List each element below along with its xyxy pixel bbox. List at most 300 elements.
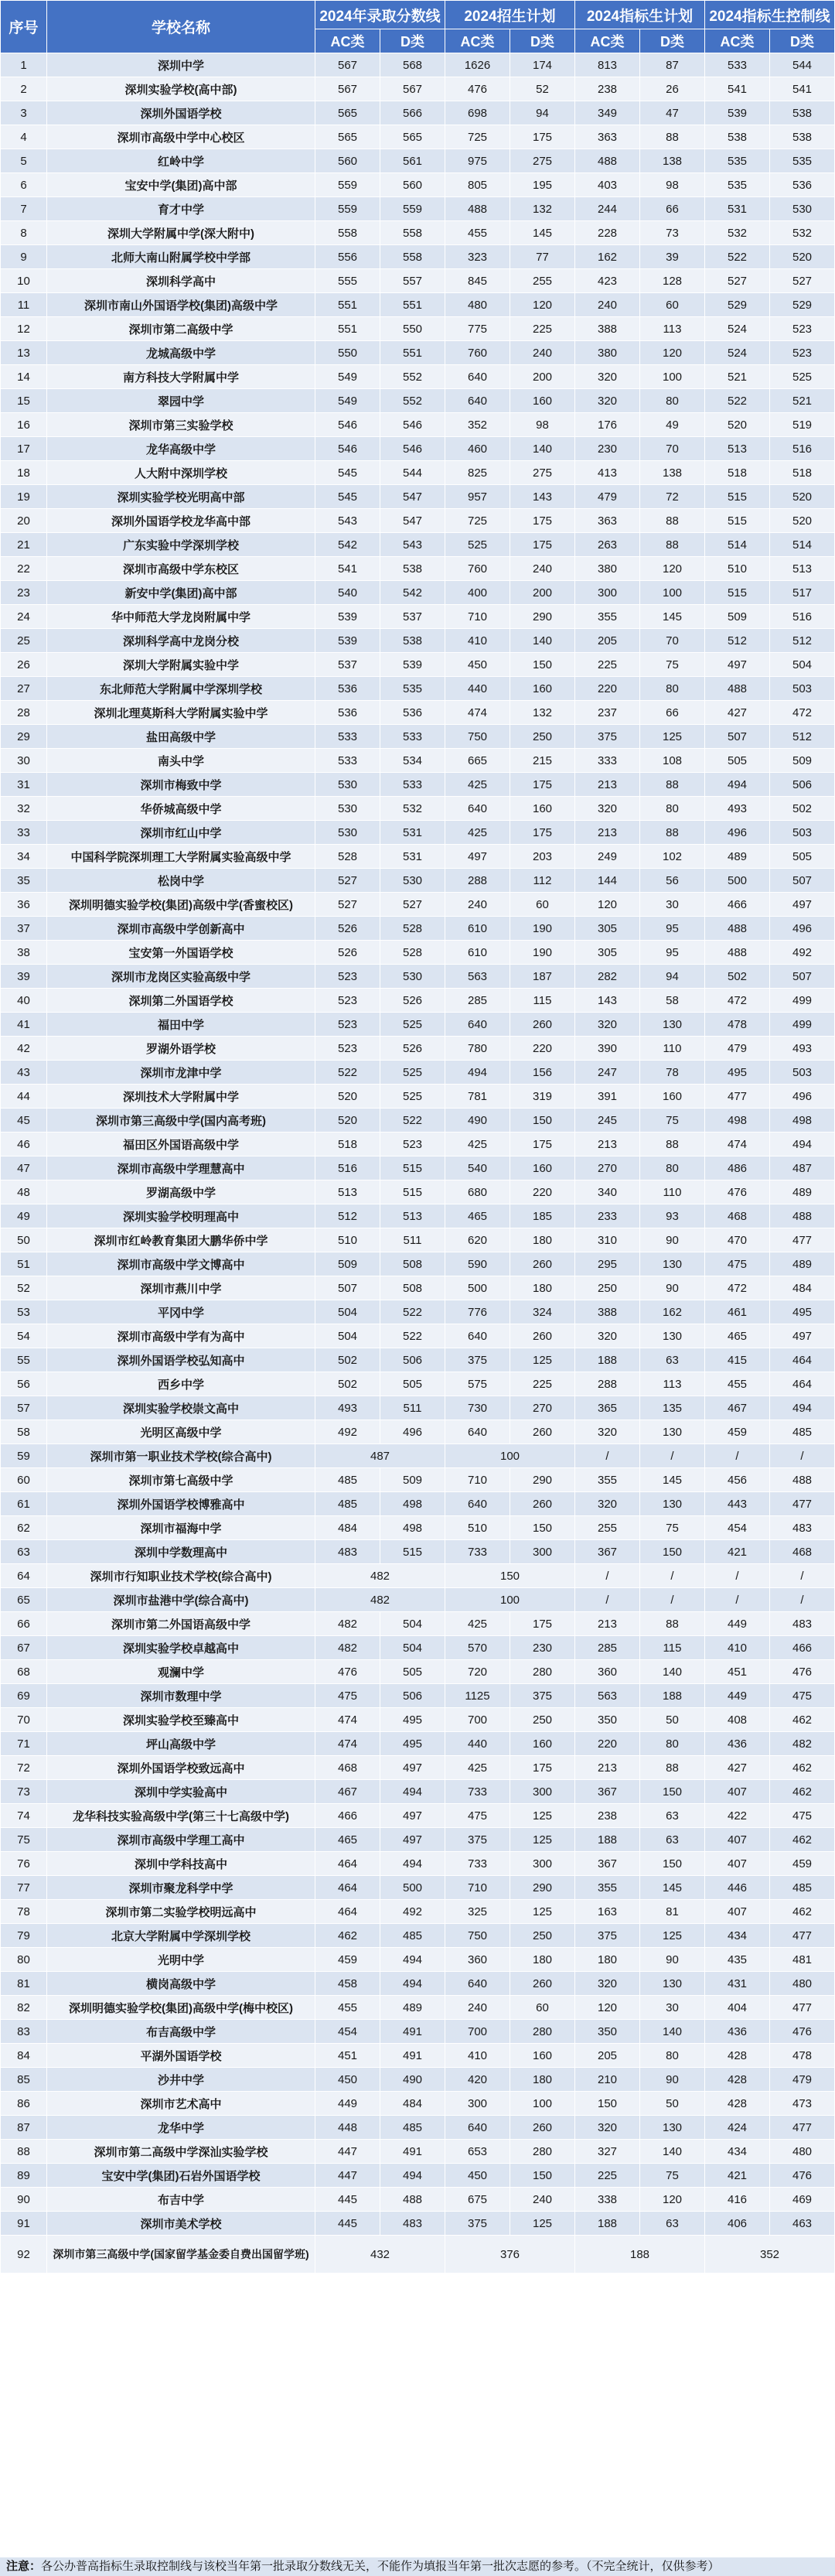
footnote-text: 各公办普高指标生录取控制线与该校当年第一批录取分数线无关，不能作为填报当年第一批次志愿的参考。（不完全统计，仅供参考） — [41, 2560, 720, 2573]
school-name: 深圳实验学校(高中部) — [47, 77, 315, 101]
school-name: 深圳实验学校卓越高中 — [47, 1636, 315, 1660]
row-index: 8 — [1, 221, 47, 245]
header-admission-score: 2024年录取分数线 — [315, 1, 445, 29]
admission-score-d: 558 — [380, 221, 445, 245]
table-row — [1, 1204, 835, 1228]
table-row — [1, 245, 835, 269]
admission-score-d: 494 — [380, 2164, 445, 2188]
quota-control-ac: 495 — [705, 1061, 770, 1085]
enrollment-plan-d: 190 — [510, 917, 575, 941]
admission-score-d: 525 — [380, 1061, 445, 1085]
admission-score-d: 561 — [380, 149, 445, 173]
quota-plan-d: 90 — [640, 1948, 705, 1972]
table-row — [1, 461, 835, 485]
quota-control-ac: 428 — [705, 2068, 770, 2092]
quota-plan-ac: 213 — [575, 821, 640, 845]
admission-score-d: 492 — [380, 1900, 445, 1924]
admission-score-ac: 565 — [315, 101, 380, 125]
school-name: 深圳市龙岗区实验高级中学 — [47, 965, 315, 989]
quota-control-d: 535 — [770, 149, 835, 173]
admission-score-d: 523 — [380, 1133, 445, 1156]
admission-score-d: 505 — [380, 1660, 445, 1684]
admission-score-ac: 484 — [315, 1516, 380, 1540]
quota-control-d: 462 — [770, 1780, 835, 1804]
quota-plan-d: / — [640, 1588, 705, 1612]
enrollment-plan-ac: 425 — [445, 821, 510, 845]
row-index: 50 — [1, 1228, 47, 1252]
row-index: 67 — [1, 1636, 47, 1660]
quota-control-ac: 498 — [705, 1109, 770, 1133]
enrollment-plan-d: 160 — [510, 1732, 575, 1756]
admission-score-d: 484 — [380, 2092, 445, 2116]
quota-control-d: 512 — [770, 725, 835, 749]
quota-control-ac: 472 — [705, 1276, 770, 1300]
row-index: 5 — [1, 149, 47, 173]
quota-plan-d: 130 — [640, 1324, 705, 1348]
table-row — [1, 389, 835, 413]
quota-control-d: 517 — [770, 581, 835, 605]
table-row — [1, 1109, 835, 1133]
admission-score-ac: 447 — [315, 2164, 380, 2188]
row-index: 44 — [1, 1085, 47, 1109]
admission-score-d: 527 — [380, 893, 445, 917]
enrollment-plan-ac: 525 — [445, 533, 510, 557]
enrollment-plan-d: 100 — [510, 2092, 575, 2116]
enrollment-plan-ac: 497 — [445, 845, 510, 869]
school-name: 深圳技术大学附属中学 — [47, 1085, 315, 1109]
quota-control-d: 464 — [770, 1348, 835, 1372]
quota-control-d: 495 — [770, 1300, 835, 1324]
admission-score-d: 559 — [380, 197, 445, 221]
enrollment-plan-d: 240 — [510, 341, 575, 365]
enrollment-plan-d: 225 — [510, 317, 575, 341]
enrollment-plan-d: 260 — [510, 2116, 575, 2140]
admission-score-merged: 432 — [315, 2236, 445, 2274]
quota-control-ac: 416 — [705, 2188, 770, 2212]
school-name: 福田中学 — [47, 1013, 315, 1037]
school-name: 深圳第二外国语学校 — [47, 989, 315, 1013]
quota-control-d: 476 — [770, 2164, 835, 2188]
row-index: 90 — [1, 2188, 47, 2212]
row-index: 52 — [1, 1276, 47, 1300]
row-index: 22 — [1, 557, 47, 581]
enrollment-plan-d: 319 — [510, 1085, 575, 1109]
quota-control-ac: 488 — [705, 917, 770, 941]
enrollment-plan-d: 156 — [510, 1061, 575, 1085]
enrollment-plan-ac: 620 — [445, 1228, 510, 1252]
school-name: 平湖外国语学校 — [47, 2044, 315, 2068]
row-index: 10 — [1, 269, 47, 293]
school-name: 红岭中学 — [47, 149, 315, 173]
admission-score-ac: 462 — [315, 1924, 380, 1948]
quota-control-d: 485 — [770, 1420, 835, 1444]
quota-plan-d: 75 — [640, 2164, 705, 2188]
quota-plan-ac: 249 — [575, 845, 640, 869]
table-row — [1, 1708, 835, 1732]
quota-plan-ac: 320 — [575, 1492, 640, 1516]
quota-plan-ac: 355 — [575, 1876, 640, 1900]
table-row — [1, 1756, 835, 1780]
quota-plan-d: 80 — [640, 2044, 705, 2068]
school-name: 华中师范大学龙岗附属中学 — [47, 605, 315, 629]
table-row — [1, 221, 835, 245]
table-row — [1, 749, 835, 773]
quota-plan-ac: 349 — [575, 101, 640, 125]
admission-score-ac: 567 — [315, 53, 380, 77]
quota-plan-ac: 220 — [575, 1732, 640, 1756]
quota-control-d: 505 — [770, 845, 835, 869]
enrollment-plan-ac: 730 — [445, 1396, 510, 1420]
quota-plan-ac: 350 — [575, 2020, 640, 2044]
quota-plan-d: 88 — [640, 1756, 705, 1780]
table-row — [1, 629, 835, 653]
admission-score-d: 546 — [380, 413, 445, 437]
row-index: 38 — [1, 941, 47, 965]
enrollment-plan-ac: 680 — [445, 1180, 510, 1204]
school-name: 深圳市艺术高中 — [47, 2092, 315, 2116]
quota-plan-d: 39 — [640, 245, 705, 269]
admission-score-ac: 545 — [315, 461, 380, 485]
quota-control-ac: 431 — [705, 1972, 770, 1996]
admission-score-ac: 445 — [315, 2212, 380, 2236]
quota-control-ac: 489 — [705, 845, 770, 869]
enrollment-plan-d: 187 — [510, 965, 575, 989]
enrollment-plan-d: 125 — [510, 1900, 575, 1924]
school-name: 深圳科学高中龙岗分校 — [47, 629, 315, 653]
enrollment-plan-d: 140 — [510, 437, 575, 461]
quota-plan-ac: 403 — [575, 173, 640, 197]
enrollment-plan-d: 143 — [510, 485, 575, 509]
enrollment-plan-ac: 476 — [445, 77, 510, 101]
quota-plan-d: 102 — [640, 845, 705, 869]
quota-control-d: 529 — [770, 293, 835, 317]
admission-score-d: 500 — [380, 1876, 445, 1900]
enrollment-plan-d: 180 — [510, 2068, 575, 2092]
quota-plan-d: 80 — [640, 1732, 705, 1756]
row-index: 26 — [1, 653, 47, 677]
enrollment-plan-d: 290 — [510, 605, 575, 629]
row-index: 45 — [1, 1109, 47, 1133]
school-name: 宝安中学(集团)高中部 — [47, 173, 315, 197]
quota-plan-d: 63 — [640, 1804, 705, 1828]
enrollment-plan-ac: 640 — [445, 1492, 510, 1516]
enrollment-plan-merged: 376 — [445, 2236, 575, 2274]
quota-control-d: 532 — [770, 221, 835, 245]
quota-plan-d: 150 — [640, 1852, 705, 1876]
row-index: 87 — [1, 2116, 47, 2140]
table-row — [1, 941, 835, 965]
school-name: 深圳实验学校至臻高中 — [47, 1708, 315, 1732]
quota-control-ac: 479 — [705, 1037, 770, 1061]
enrollment-plan-d: 240 — [510, 557, 575, 581]
school-name: 北师大南山附属学校中学部 — [47, 245, 315, 269]
enrollment-plan-ac: 653 — [445, 2140, 510, 2164]
quota-plan-d: 110 — [640, 1037, 705, 1061]
admission-score-ac: 512 — [315, 1204, 380, 1228]
row-index: 42 — [1, 1037, 47, 1061]
enrollment-plan-ac: 675 — [445, 2188, 510, 2212]
enrollment-plan-d: 180 — [510, 1228, 575, 1252]
admission-score-d: 552 — [380, 365, 445, 389]
enrollment-plan-d: 270 — [510, 1396, 575, 1420]
quota-control-ac: 456 — [705, 1468, 770, 1492]
school-name: 罗湖高级中学 — [47, 1180, 315, 1204]
quota-control-ac: 515 — [705, 485, 770, 509]
quota-control-ac: / — [705, 1444, 770, 1468]
row-index: 79 — [1, 1924, 47, 1948]
row-index: 17 — [1, 437, 47, 461]
quota-plan-d: 70 — [640, 437, 705, 461]
enrollment-plan-d: 132 — [510, 701, 575, 725]
quota-plan-ac: 225 — [575, 2164, 640, 2188]
quota-plan-ac: 225 — [575, 653, 640, 677]
admission-score-d: 498 — [380, 1516, 445, 1540]
quota-plan-ac: 162 — [575, 245, 640, 269]
admission-score-d: 528 — [380, 917, 445, 941]
admission-score-d: 515 — [380, 1180, 445, 1204]
table-row — [1, 1156, 835, 1180]
quota-control-ac: 436 — [705, 2020, 770, 2044]
school-name: 龙华中学 — [47, 2116, 315, 2140]
admission-score-d: 504 — [380, 1612, 445, 1636]
table-row — [1, 1396, 835, 1420]
enrollment-plan-d: 174 — [510, 53, 575, 77]
table-row — [1, 1684, 835, 1708]
quota-control-ac: 493 — [705, 797, 770, 821]
quota-control-d: 488 — [770, 1468, 835, 1492]
admission-score-d: 522 — [380, 1109, 445, 1133]
school-name: 深圳外国语学校龙华高中部 — [47, 509, 315, 533]
admission-score-d: 513 — [380, 1204, 445, 1228]
row-index: 85 — [1, 2068, 47, 2092]
admission-score-ac: 502 — [315, 1348, 380, 1372]
school-name: 南方科技大学附属中学 — [47, 365, 315, 389]
enrollment-plan-ac: 750 — [445, 1924, 510, 1948]
quota-control-d: 475 — [770, 1804, 835, 1828]
enrollment-plan-d: 180 — [510, 1948, 575, 1972]
admission-score-ac: 465 — [315, 1828, 380, 1852]
quota-control-ac: 502 — [705, 965, 770, 989]
enrollment-plan-d: 175 — [510, 1133, 575, 1156]
quota-control-merged: 352 — [705, 2236, 835, 2274]
quota-control-d: / — [770, 1564, 835, 1588]
quota-plan-d: 63 — [640, 1828, 705, 1852]
table-row — [1, 1612, 835, 1636]
admission-score-ac: 492 — [315, 1420, 380, 1444]
enrollment-plan-ac: 710 — [445, 1876, 510, 1900]
quota-plan-d: 108 — [640, 749, 705, 773]
table-row — [1, 1348, 835, 1372]
admission-score-ac: 546 — [315, 413, 380, 437]
quota-plan-d: 138 — [640, 461, 705, 485]
row-index: 33 — [1, 821, 47, 845]
quota-control-ac: 446 — [705, 1876, 770, 1900]
quota-control-d: 499 — [770, 1013, 835, 1037]
quota-control-ac: 404 — [705, 1996, 770, 2020]
admission-score-ac: 522 — [315, 1061, 380, 1085]
admission-score-d: 567 — [380, 77, 445, 101]
admission-score-ac: 518 — [315, 1133, 380, 1156]
quota-plan-d: 110 — [640, 1180, 705, 1204]
quota-plan-d: 75 — [640, 1109, 705, 1133]
admission-score-d: 494 — [380, 1780, 445, 1804]
quota-plan-ac: 150 — [575, 2092, 640, 2116]
enrollment-plan-ac: 640 — [445, 365, 510, 389]
admission-score-ac: 504 — [315, 1300, 380, 1324]
table-row — [1, 437, 835, 461]
quota-control-d: 507 — [770, 965, 835, 989]
table-row — [1, 2116, 835, 2140]
enrollment-plan-ac: 1125 — [445, 1684, 510, 1708]
quota-control-d: 462 — [770, 1900, 835, 1924]
quota-plan-d: 125 — [640, 1924, 705, 1948]
school-name: 深圳科学高中 — [47, 269, 315, 293]
table-row — [1, 2236, 835, 2274]
table-row — [1, 1972, 835, 1996]
quota-control-ac: 524 — [705, 341, 770, 365]
school-name: 中国科学院深圳理工大学附属实验高级中学 — [47, 845, 315, 869]
enrollment-plan-ac: 410 — [445, 2044, 510, 2068]
row-index: 21 — [1, 533, 47, 557]
quota-control-d: 530 — [770, 197, 835, 221]
enrollment-plan-ac: 700 — [445, 2020, 510, 2044]
admission-score-d: 530 — [380, 869, 445, 893]
enrollment-plan-ac: 665 — [445, 749, 510, 773]
row-index: 30 — [1, 749, 47, 773]
school-name: 深圳市高级中学创新高中 — [47, 917, 315, 941]
quota-control-ac: 521 — [705, 365, 770, 389]
admission-score-d: 537 — [380, 605, 445, 629]
quota-control-d: 544 — [770, 53, 835, 77]
admission-score-d: 483 — [380, 2212, 445, 2236]
quota-plan-d: 26 — [640, 77, 705, 101]
quota-plan-ac: 250 — [575, 1276, 640, 1300]
quota-control-ac: 470 — [705, 1228, 770, 1252]
school-name: 观澜中学 — [47, 1660, 315, 1684]
quota-control-ac: 520 — [705, 413, 770, 437]
row-index: 73 — [1, 1780, 47, 1804]
enrollment-plan-d: 160 — [510, 677, 575, 701]
table-row — [1, 1444, 835, 1468]
quota-control-ac: 512 — [705, 629, 770, 653]
quota-control-ac: 513 — [705, 437, 770, 461]
admission-score-ac: 458 — [315, 1972, 380, 1996]
enrollment-plan-ac: 465 — [445, 1204, 510, 1228]
quota-control-d: 503 — [770, 677, 835, 701]
header-ac: AC类 — [445, 29, 510, 53]
quota-plan-d: 115 — [640, 1636, 705, 1660]
enrollment-plan-d: 125 — [510, 1828, 575, 1852]
admission-score-ac: 530 — [315, 797, 380, 821]
admission-score-ac: 464 — [315, 1900, 380, 1924]
enrollment-plan-ac: 640 — [445, 1972, 510, 1996]
admission-score-d: 551 — [380, 341, 445, 365]
quota-plan-ac: 367 — [575, 1780, 640, 1804]
admission-score-ac: 528 — [315, 845, 380, 869]
quota-control-d: 481 — [770, 1948, 835, 1972]
enrollment-plan-d: 175 — [510, 1756, 575, 1780]
quota-control-d: 496 — [770, 917, 835, 941]
quota-plan-d: 87 — [640, 53, 705, 77]
quota-plan-ac: 320 — [575, 797, 640, 821]
quota-control-ac: 494 — [705, 773, 770, 797]
school-name: 深圳市高级中学有为高中 — [47, 1324, 315, 1348]
admission-score-ac: 516 — [315, 1156, 380, 1180]
table-header — [1, 1, 835, 53]
quota-control-ac: 518 — [705, 461, 770, 485]
enrollment-plan-merged: 100 — [445, 1588, 575, 1612]
table-row — [1, 1780, 835, 1804]
quota-plan-d: / — [640, 1444, 705, 1468]
table-row — [1, 1828, 835, 1852]
row-index: 47 — [1, 1156, 47, 1180]
quota-control-d: 523 — [770, 341, 835, 365]
admission-score-ac: 537 — [315, 653, 380, 677]
quota-control-ac: 538 — [705, 125, 770, 149]
enrollment-plan-ac: 781 — [445, 1085, 510, 1109]
quota-plan-ac: 488 — [575, 149, 640, 173]
admission-score-ac: 468 — [315, 1756, 380, 1780]
school-name: 光明区高级中学 — [47, 1420, 315, 1444]
table-row — [1, 1061, 835, 1085]
table-row — [1, 341, 835, 365]
admission-score-ac: 523 — [315, 989, 380, 1013]
school-name: 东北师范大学附属中学深圳学校 — [47, 677, 315, 701]
admission-score-ac: 510 — [315, 1228, 380, 1252]
admission-score-d: 495 — [380, 1732, 445, 1756]
school-name: 广东实验中学深圳学校 — [47, 533, 315, 557]
enrollment-plan-ac: 780 — [445, 1037, 510, 1061]
enrollment-plan-ac: 360 — [445, 1948, 510, 1972]
table-row — [1, 1228, 835, 1252]
quota-plan-ac: 363 — [575, 125, 640, 149]
quota-plan-d: 88 — [640, 773, 705, 797]
school-name: 龙华高级中学 — [47, 437, 315, 461]
quota-plan-ac: 213 — [575, 1133, 640, 1156]
row-index: 89 — [1, 2164, 47, 2188]
row-index: 81 — [1, 1972, 47, 1996]
quota-plan-ac: 413 — [575, 461, 640, 485]
table-row — [1, 149, 835, 173]
row-index: 32 — [1, 797, 47, 821]
quota-control-ac: 507 — [705, 725, 770, 749]
quota-plan-d: 130 — [640, 2116, 705, 2140]
quota-plan-ac: 365 — [575, 1396, 640, 1420]
admission-score-ac: 526 — [315, 941, 380, 965]
quota-control-ac: 486 — [705, 1156, 770, 1180]
quota-control-d: 512 — [770, 629, 835, 653]
admission-score-ac: 509 — [315, 1252, 380, 1276]
quota-plan-ac: 305 — [575, 917, 640, 941]
table-row — [1, 293, 835, 317]
quota-control-ac: 449 — [705, 1684, 770, 1708]
quota-plan-d: 130 — [640, 1492, 705, 1516]
row-index: 1 — [1, 53, 47, 77]
admission-score-d: 509 — [380, 1468, 445, 1492]
quota-control-ac: 472 — [705, 989, 770, 1013]
school-name: 深圳市高级中学文博高中 — [47, 1252, 315, 1276]
quota-control-d: 469 — [770, 2188, 835, 2212]
quota-control-ac: 529 — [705, 293, 770, 317]
header-d: D类 — [770, 29, 835, 53]
admission-score-ac: 520 — [315, 1085, 380, 1109]
enrollment-plan-ac: 375 — [445, 2212, 510, 2236]
enrollment-plan-ac: 775 — [445, 317, 510, 341]
quota-control-d: / — [770, 1588, 835, 1612]
enrollment-plan-d: 125 — [510, 2212, 575, 2236]
enrollment-plan-ac: 285 — [445, 989, 510, 1013]
quota-control-d: 502 — [770, 797, 835, 821]
